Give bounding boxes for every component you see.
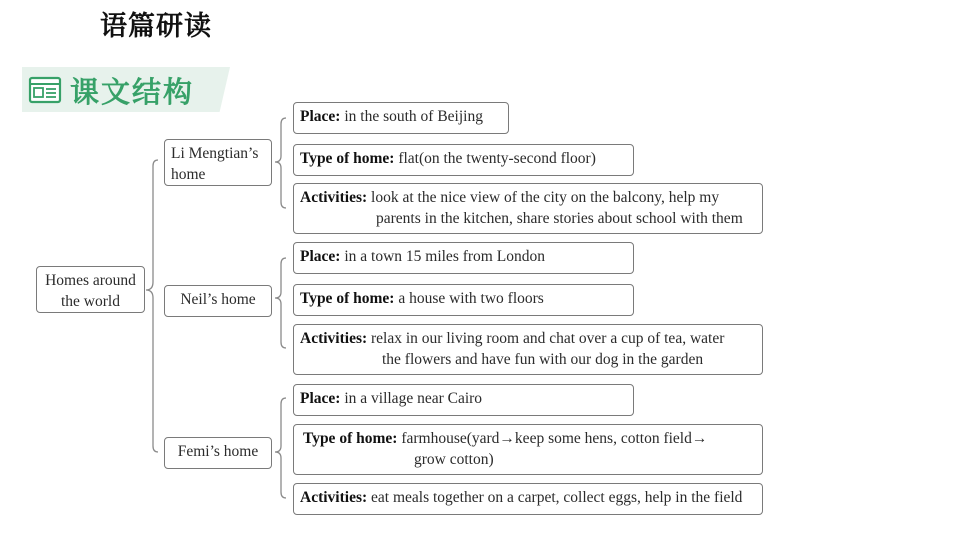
leaf-li-place xyxy=(293,102,509,134)
leaf-text: in a town 15 miles from London xyxy=(344,248,545,265)
leaf-key: Type of home: xyxy=(303,430,398,447)
leaf-neil-type xyxy=(293,284,634,316)
root-line-2: the world xyxy=(61,293,120,310)
leaf-li-type xyxy=(293,144,634,176)
leaf-text-continued: the flowers and have fun with our dog in the garden xyxy=(382,351,704,368)
leaf-femi-type xyxy=(293,424,763,475)
leaf-neil-activities xyxy=(293,324,763,375)
leaf-text: a house with two floors xyxy=(398,290,544,307)
leaf-key: Activities: xyxy=(300,189,368,206)
section-label: 课文结构 xyxy=(70,75,195,109)
leaf-key: Activities: xyxy=(300,330,368,347)
branch-label: home xyxy=(171,166,206,183)
branch-brace-2 xyxy=(275,258,286,348)
root-node xyxy=(36,266,145,313)
branch-brace-3 xyxy=(275,398,286,498)
leaf-text: farmhouse(yard→keep some hens, cotton field→ xyxy=(401,430,708,447)
leaf-text: look at the nice view of the city on the balcony, help my xyxy=(371,189,720,206)
leaf-femi-place xyxy=(293,384,634,416)
leaf-key: Type of home: xyxy=(300,150,395,167)
leaf-text: in the south of Beijing xyxy=(344,108,483,125)
branch-node-femi xyxy=(164,437,272,469)
leaf-key: Place: xyxy=(300,248,341,265)
leaf-li-activities xyxy=(293,183,763,234)
leaf-femi-activities xyxy=(293,483,763,515)
leaf-neil-place xyxy=(293,242,634,274)
leaf-text: flat(on the twenty-second floor) xyxy=(398,150,596,167)
root-brace xyxy=(146,160,158,452)
branch-label: Femi’s home xyxy=(177,443,259,460)
branch-label: Neil’s home xyxy=(180,291,256,308)
branch-node-neil xyxy=(164,285,272,317)
branch-label: Li Mengtian’s xyxy=(171,145,259,162)
leaf-key: Place: xyxy=(300,390,341,407)
leaf-key: Activities: xyxy=(300,489,368,506)
branch-node-li-mengtian xyxy=(164,139,272,186)
leaf-text-continued: grow cotton) xyxy=(414,451,494,468)
page-title: 语篇研读 xyxy=(100,11,212,42)
leaf-text: in a village near Cairo xyxy=(344,390,483,407)
leaf-text: relax in our living room and chat over a cup of tea, water xyxy=(371,330,725,347)
branch-brace-1 xyxy=(275,118,286,208)
leaf-key: Place: xyxy=(300,108,341,125)
leaf-text-continued: parents in the kitchen, share stories about school with them xyxy=(376,210,743,227)
root-line-1: Homes around xyxy=(45,272,136,289)
leaf-key: Type of home: xyxy=(300,290,395,307)
leaf-text: eat meals together on a carpet, collect eggs, help in the field xyxy=(371,489,743,506)
